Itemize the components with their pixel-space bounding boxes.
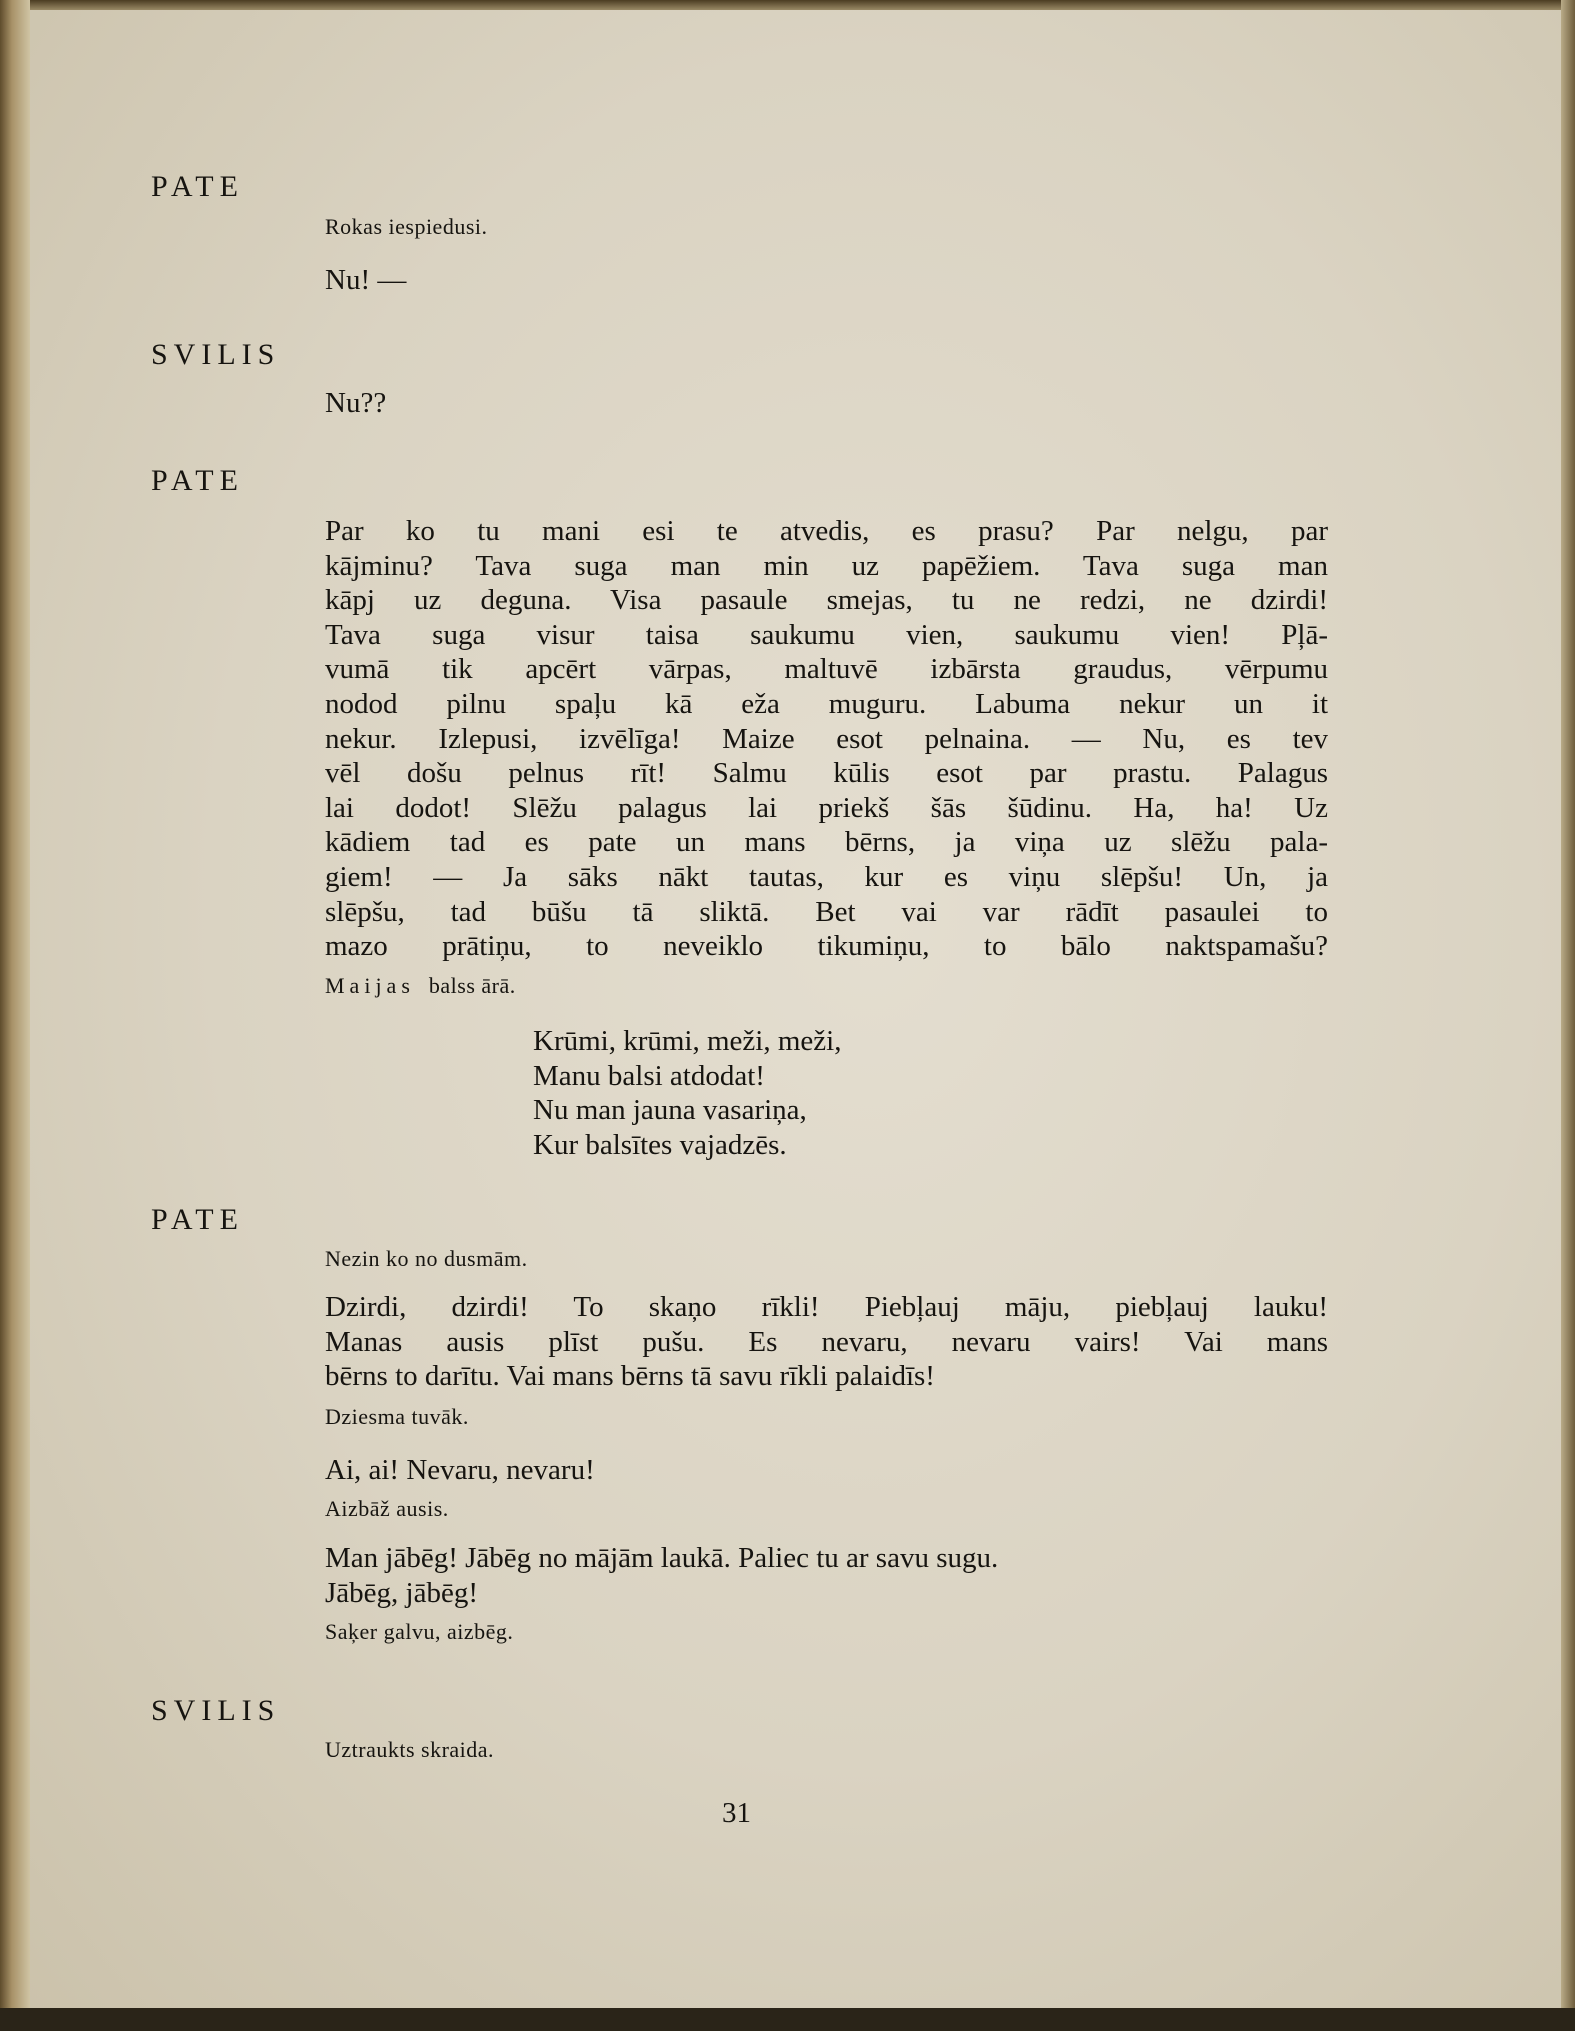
verse-line: Krūmi, krūmi, meži, meži,: [533, 1025, 842, 1057]
speaker-name: PATE: [151, 1203, 244, 1236]
paragraph-line: mazo prātiņu, to neveiklo tikumiņu, to bālo naktspamašu?: [325, 930, 1328, 963]
book-spine: [0, 0, 30, 2031]
stage-direction-text: balss ārā.: [428, 973, 516, 998]
stage-direction: [325, 973, 516, 999]
dialogue-line: Jābēg, jābēg!: [325, 1577, 478, 1609]
verse-line: Manu balsi atdodat!: [533, 1059, 765, 1092]
dialogue-paragraph: [325, 514, 1328, 964]
speaker-name: SVILIS: [151, 338, 281, 371]
paragraph-line: slēpšu, tad būšu tā sliktā. Bet vai var rādīt pasaulei to: [325, 895, 1328, 928]
paragraph-line: Manas ausis plīst pušu. Es nevaru, nevaru vairs! Vai mans: [325, 1325, 1328, 1358]
stage-direction: Dziesma tuvāk.: [325, 1404, 469, 1429]
paragraph-line: vumā tik apcērt vārpas, maltuvē izbārsta graudus, vērpumu: [325, 653, 1328, 686]
paragraph-line: Dzirdi, dzirdi! To skaņo rīkli! Piebļauj māju, piebļauj lauku!: [325, 1291, 1328, 1323]
dialogue-paragraph: [325, 1290, 1328, 1394]
paragraph-line: nekur. Izlepusi, izvēlīga! Maize esot pelnaina. — Nu, es tev: [325, 722, 1328, 755]
paragraph-line: vēl došu pelnus rīt! Salmu kūlis esot par prastu. Palagus: [325, 757, 1328, 790]
paragraph-line: Tava suga visur taisa saukumu vien, saukumu vien! Pļā-: [325, 618, 1328, 651]
book-right-edge: [1561, 0, 1575, 2031]
stage-character-name: Maijas: [325, 973, 415, 998]
dialogue-line: Nu??: [325, 387, 387, 419]
page-number: 31: [722, 1797, 751, 1829]
stage-direction: Saķer galvu, aizbēg.: [325, 1619, 514, 1644]
speaker-name: PATE: [151, 464, 244, 497]
stage-direction: Aizbāž ausis.: [325, 1496, 449, 1521]
stage-direction: Nezin ko no dusmām.: [325, 1246, 528, 1271]
paragraph-line: nodod pilnu spaļu kā eža muguru. Labuma nekur un it: [325, 687, 1328, 720]
paragraph-line: giem! — Ja sāks nākt tautas, kur es viņu slēpšu! Un, ja: [325, 860, 1328, 893]
dialogue-line: Ai, ai! Nevaru, nevaru!: [325, 1454, 595, 1486]
paragraph-line: kādiem tad es pate un mans bērns, ja viņa uz slēžu pala-: [325, 826, 1328, 859]
paragraph-line: bērns to darītu. Vai mans bērns tā savu rīkli palaidīs!: [325, 1360, 935, 1393]
song-verse: [533, 1024, 841, 1162]
stage-direction: Uztraukts skraida.: [325, 1737, 495, 1762]
paragraph-line: lai dodot! Slēžu palagus lai priekš šās šūdinu. Ha, ha! Uz: [325, 791, 1328, 824]
paragraph-line: Par ko tu mani esi te atvedis, es prasu? Par nelgu, par: [325, 515, 1328, 547]
dialogue-line: Nu! —: [325, 264, 407, 296]
verse-line: Kur balsītes vajadzēs.: [533, 1128, 787, 1161]
dialogue-line: Man jābēg! Jābēg no mājām laukā. Paliec tu ar savu sugu.: [325, 1542, 999, 1574]
book-bottom-edge: [0, 2008, 1575, 2031]
stage-direction: Rokas iespiedusi.: [325, 214, 488, 239]
speaker-name: PATE: [151, 170, 244, 203]
verse-line: Nu man jauna vasariņa,: [533, 1094, 807, 1126]
paragraph-line: kāpj uz deguna. Visa pasaule smejas, tu ne redzi, ne dzirdi!: [325, 584, 1328, 617]
paragraph-line: kājminu? Tava suga man min uz papēžiem. Tava suga man: [325, 549, 1328, 582]
speaker-name: SVILIS: [151, 1694, 281, 1727]
